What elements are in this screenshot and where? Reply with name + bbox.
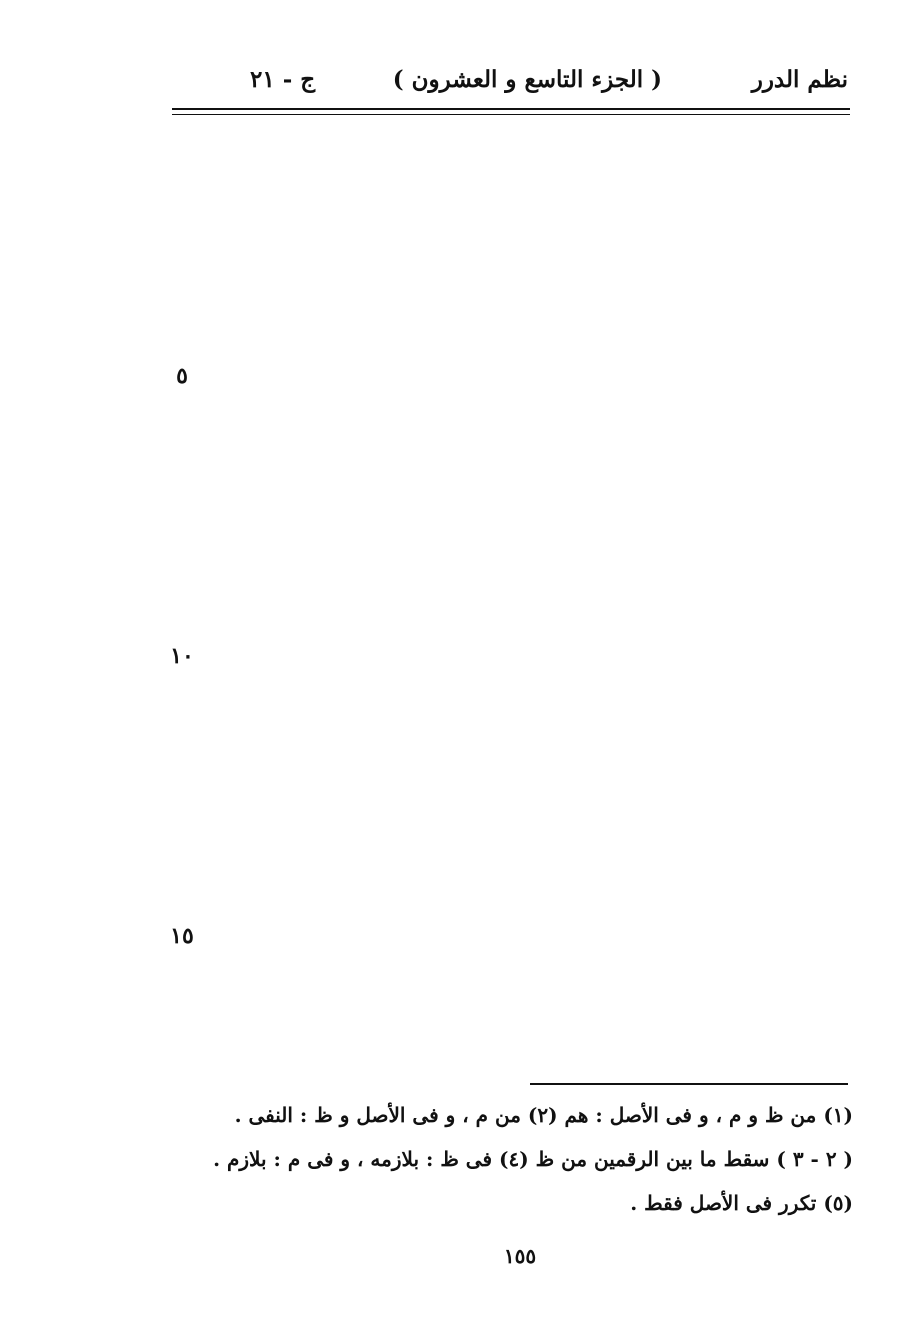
volume-label: ج - ٢١ [250,66,316,93]
line-number-5: ٥ [176,363,188,389]
header-rule-top [172,108,850,110]
line-number-15: ١٥ [170,923,194,949]
footnote-line: (٥) تكرر فى الأصل فقط . [630,1191,853,1215]
footnote-line: ( ٢ - ٣ ) سقط ما بين الرقمين من ظ (٤) فى ظ : بلازمه ، و فى م : بلازم . [213,1147,853,1171]
footnote-rule [530,1083,848,1085]
footnote-line: (١) من ظ و م ، و فى الأصل : هم (٢) من م ، و فى الأصل و ظ : النفى . [234,1103,853,1127]
page-number: ١٥٥ [503,1244,537,1268]
line-number-10: ١٠ [170,643,194,669]
part-title: ( الجزء التاسع و العشرون ) [392,66,662,93]
running-header [172,62,850,102]
book-title: نظم الدرر [751,66,848,93]
header-rule-bottom [172,114,850,115]
